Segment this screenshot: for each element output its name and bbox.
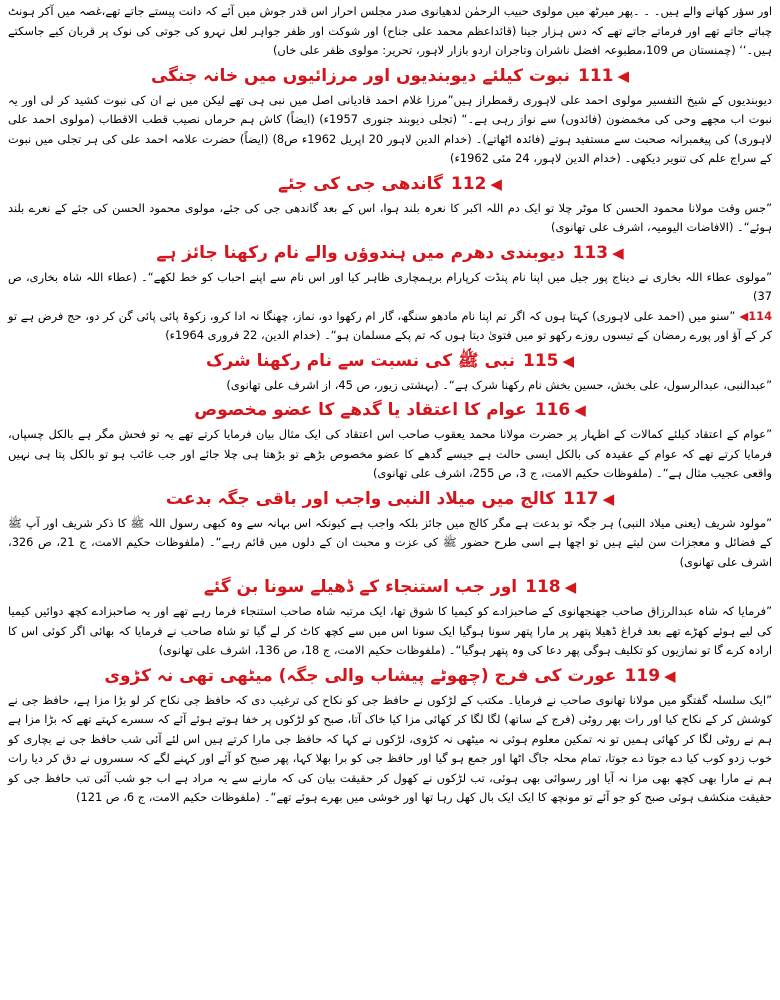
section-title: دیوبندی دھرم میں ہندوؤں والے نام رکھنا جائز ہے [156,242,565,263]
pointer-icon: ◀ [612,243,624,262]
section-number: 117 [563,488,599,509]
pointer-icon: ◀ [490,174,502,193]
section-body-112: ”جس وقت مولانا محمود الحسن کا موٹر چلا تو ایک دم اللہ اکبر کا نعرہ بلند ہوا، اس کے بعد گاندھی جی کی جئے، مولوی محمود الحسن کی جئے کے نعرے بلند ہوئے“۔ (الافاضات الیومیہ، اشرف علی تھانوی) [8,200,772,234]
section-number: 115 [522,350,559,371]
section-heading-111 [8,61,772,91]
intro-paragraph: اور سؤر کھانے والے ہیں۔ ۔ ۔پھر میرٹھ میں مولوی حبیب الرحمٰن لدھیانوی صدر مجلس احرار اس قدر جوش میں آئے کہ دانت پیستے جاتے تھے،غصہ میں آکر ہونٹ چباتے جاتے تھے اور فرماتے جاتے تھے کہ دس ہزار جینا (قائداعظم محمد علی جناح) اور شوکت اور ظفر جواہر لعل نہرو کی جوتی کی نوک پر قربان کیے جاسکتے ہیں۔‘‘ (چمنستان ص 109،مطبوعہ افضل ناشران وتاجران اردو بازار لاہور، تحریر: مولوی ظفر علی خاں) [8,4,772,57]
section-number: 119 [624,665,661,686]
section-number: 112 [450,173,487,194]
section-number: 114 [748,308,772,323]
section-title: نبی ﷺ کی نسبت سے نام رکھنا شرک [205,350,515,371]
section-body-111: دیوبندیوں کے شیخ التفسیر مولوی احمد علی لاہوری رقمطراز ہیں”مرزا غلام احمد قادیانی اصل میں نبی ہی تھے لیکن میں نے ان کی نبوت کشید کر لی اور یہ نبوت اب مجھے وحی کی مخمضون (فائدوں) سے نواز رہی ہے۔“ (تجلی دیوبند جنوری 1957ء) (ایضاً) کاش ہم حرماں نصیب قطب الاقطاب (مولوی احمد علی لاہوری) کی پیغمبرانہ صحبت سے مستفید ہوتے (فائدہ اٹھاتے)۔ (خدام الدین لاہور 20 اپریل 1962ء ص8) (ایضاً) حضرت علامہ احمد علی کی ہر تجلی میں نبوت کے سراج علم کی تنویر دیکھی۔ (خدام الدین لاہور، 24 مئی 1962ء) [8,92,772,165]
section-title: گاندھی جی کی جئے [278,173,443,194]
section-body-113: ”مولوی عطاء اللہ بخاری نے دیناج پور جیل میں اپنا نام پنڈت کرپارام برہمچاری ظاہر کیا اور اس نام سے اپنے احباب کو خط لکھے“۔ (عطاء اللہ شاہ بخاری، ص 37) [8,269,772,303]
section-heading-115 [8,346,772,376]
pointer-icon: ◀ [562,351,575,370]
section-heading-117 [8,484,772,514]
pointer-icon: ◀ [664,666,676,685]
section-heading-116 [8,395,772,425]
section-title: اور جب استنجاء کے ڈھیلے سونا بن گئے [203,577,518,597]
section-body-114 [8,307,772,346]
pointer-icon: ◀ [574,401,586,419]
section-body-118: ”فرمایا کہ شاہ عبدالرزاق صاحب جھنجھانوی کے صاحبزادے کو کیمیا کا شوق تھا، ایک مرتبہ شاہ صاحب استنجاء فرما رہے تھے اور یہ صاحبزادے کچھ دوائیں کیمیا کی لیے ہوئے کھڑے تھے بعد فراغ ڈھیلا پتھر پر مارا پتھر سونا ہوگیا ایک سونا اس میں سے کچھ کاٹ کر لے گیا تو شاہ صاحب نے فرمایا کہ بھائی اگر کوئی اس کا ارادہ کرے گا تو نمازیوں کو تکلیف ہوگی پھر دعا کی وہ پتھر ہوگیا“۔ (ملفوظات حکیم الامت، ج 18، ص 136، اشرف علی تھانوی) [8,604,772,657]
section-body-115: ”عبدالنبی، عبدالرسول، علی بخش، حسین بخش نام رکھنا شرک ہے“۔ (بہشتی زیور، ص 45، از اشرف علی تھانوی) [226,377,772,392]
section-body-119: ”ایک سلسلہ گفتگو میں مولانا تھانوی صاحب نے فرمایا۔ مکتب کے لڑکوں نے حافظ جی کو نکاح کی ترغیب دی کہ حافظ جی نکاح کر لو بڑا مزا ہے، حافظ جی نے کوشش کر کے نکاح کیا اور رات بھر روٹی (فرج کے ساتھ) لگا لگا کر کھائی مزا کیا خاک آتا، صبح کو لڑکوں پر خفا ہوتے ہوئے آئے کہ سسرے کہتے تھے کہ بڑا مزا ہے ہم نے روٹی لگا کر کھائی ہمیں تو نہ تمکین معلوم ہوئی نہ میٹھی نہ کڑوی، لڑکوں نے کہا کہ حافظ جی مارا کرتے ہیں اس لئے آئی شب حافظ جی نے بچاری کو خوب زدو کوب کیا دے جوتا دے جوتا، تمام محلہ جاگ اٹھا اور جمع ہو گیا اور حافظ جی کو برا بھلا کہا، پھر صبح کو آئے اور کہنے لگے کہ سسروں نے دق کر دیا رات ہم نے مارا بھی کچھ بھی مزا نہ آیا اور رسوائی بھی ہوئی، تب لڑکوں نے کھول کر حقیقت بیان کی کہ مارنے سے یہ مراد ہے اب جو شب آئی تب حافظ جی کو حقیقت منکشف ہوئی صبح کو جو آئے تو مونچھ کا ایک ایک بال کھل رہا تھا اور خوشی میں بھرے ہوئے تھے“۔ (ملفوظات حکیم الامت، ج 6، ص 121) [8,692,772,804]
section-heading-113 [8,238,772,268]
section-title: نبوت کیلئے دیوبندیوں اور مرزائیوں میں خانہ جنگی [150,65,570,86]
pointer-icon: ◀ [617,66,630,85]
section-number: 111 [577,65,614,86]
section-body-116: ”عوام کے اعتقاد کیلئے کمالات کے اظہار پر حضرت مولانا محمد یعقوب صاحب اس اعتقاد کی ایک مثال بیان فرمایا کرتے تھے یہ تو فحش مگر ہے بالکل چسپاں، فرمایا کرتے تھے کہ عوام کے عقیدہ کی بالکل ایسی حالت ہے جیسے گدھے کا عضو مخصوص بڑھے تو بڑھتا ہی چلا جائے اور جب غائب ہو تو بالکل پتا ہی نہیں واقعی عجیب مثال ہے“۔ (ملفوظات حکیم الامت، ج 3، ص 255، اشرف علی تھانوی) [8,427,772,480]
section-title: کالج میں میلاد النبی واجب اور باقی جگہ بدعت [165,488,556,509]
section-number: 118 [525,577,561,597]
pointer-icon: ◀ [602,489,615,508]
section-heading-118 [8,572,772,602]
section-number: 116 [534,400,571,420]
pointer-icon: ◀ [735,308,749,323]
section-heading-119 [8,661,772,691]
section-text: ”سنو میں (احمد علی لاہوری) کہتا ہوں کہ اگر تم اپنا نام مادھو سنگھ، گار ام رکھوا دو، نماز، چھنگا نہ ادا کرو، زکوۃ پائی پائی گن کر دو، حج فرض ہے تو کر کے آؤ اور پورے رمضان کے تیسوں روزے رکھو تو میں فتویٰ دیتا ہوں کہ تم پکے مسلمان ہو“۔ (خدام الدین، 22 فروری 1964ء) [8,308,772,342]
section-title: عوام کا اعتقاد یا گدھے کا عضو مخصوص [194,400,527,420]
section-number: 113 [572,242,609,263]
section-body-117: ”مولود شریف (یعنی میلاد النبی) ہر جگہ تو بدعت ہے مگر کالج میں جائز بلکہ واجب ہے کیونکہ اس بہانہ سے وہ کبھی رسول اللہ ﷺ کا ذکر شریف اور آپ ﷺ کے فضائل و معجزات سن لیتے ہیں تو اچھا ہے اسی طرح حضور ﷺ کی عزت و محبت ان کے دلوں میں قائم رہے“۔ (ملفوظات حکیم الامت، ج 21، ص 326، اشرف علی تھانوی) [8,515,772,569]
pointer-icon: ◀ [564,578,577,596]
section-title: عورت کی فرج (چھوٹے پیشاب والی جگہ) میٹھی تھی نہ کڑوی [104,665,617,686]
section-heading-112 [8,169,772,199]
